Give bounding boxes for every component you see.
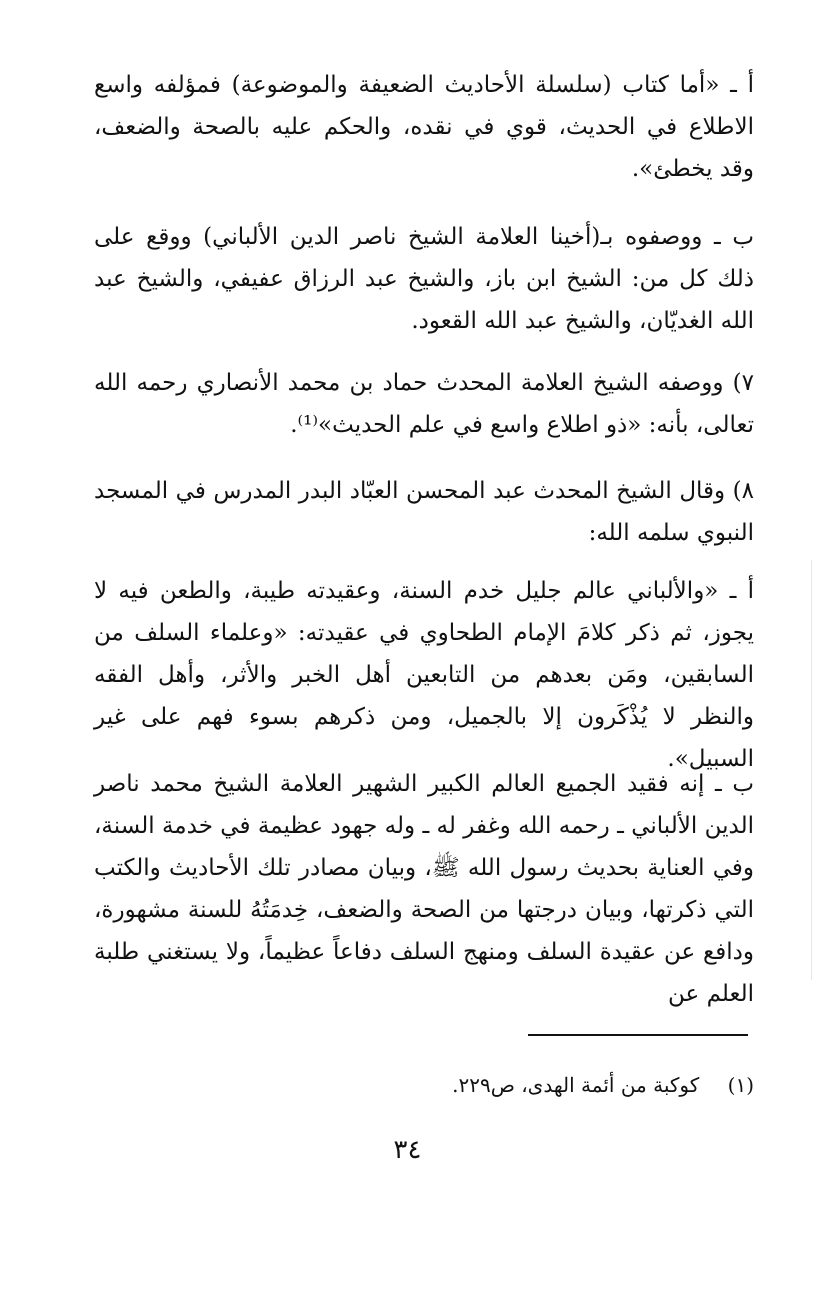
paragraph-item-7: ٧) ووصفه الشيخ العلامة المحدث حماد بن محمد الأنصاري رحمه الله تعالى، بأنه: «ذو اطلاع واسع في علم الحديث»⁽¹⁾. bbox=[94, 370, 754, 438]
paragraph-item-8-ba: ب ـ إنه فقيد الجميع العالم الكبير الشهير العلامة الشيخ محمد ناصر الدين الألباني ـ رحمه الله وغفر له ـ وله جهود عظيمة في خدمة السنة، وفي العناية بحديث رسول الله ﷺ، وبيان مصادر تلك الأحاديث والكتب التي ذكرتها، وبيان درجتها من الصحة والضعف، خِدمَتُهُ للسنة مشهورة، ودافع عن عقيدة السلف ومنهج السلف دفاعاً عظيماً، ولا يستغني طلبة العلم عن bbox=[94, 771, 754, 1007]
paragraph-item-8: ٨) وقال الشيخ المحدث عبد المحسن العبّاد البدر المدرس في المسجد النبوي سلمه الله: bbox=[94, 478, 754, 546]
page-number: ٣٤ bbox=[393, 1135, 422, 1165]
scan-edge-line bbox=[811, 560, 812, 980]
footnote bbox=[94, 1068, 754, 1102]
footnote-number: (١) bbox=[727, 1073, 754, 1097]
paragraph-quote-alif: أ ـ «أما كتاب (سلسلة الأحاديث الضعيفة والموضوعة) فمؤلفه واسع الاطلاع في الحديث، قوي في نقده، والحكم عليه بالصحة والضعف، وقد يخطئ». bbox=[94, 72, 754, 182]
paragraph-item-8-alif: أ ـ «والألباني عالم جليل خدم السنة، وعقيدته طيبة، والطعن فيه لا يجوز، ثم ذكر كلامَ الإمام الطحاوي في عقيدته: «وعلماء السلف من السابقين، ومَن بعدهم من التابعين أهل الخبر والأثر، وأهل الفقه والنظر لا يُذْكَرون إلا بالجميل، ومن ذكرهم بسوء فهم على غير السبيل». bbox=[94, 578, 754, 772]
paragraph-quote-ba: ب ـ ووصفوه بـ(أخينا العلامة الشيخ ناصر الدين الألباني) ووقع على ذلك كل من: الشيخ ابن باز، والشيخ عبد الرزاق عفيفي، والشيخ عبد الله الغديّان، والشيخ عبد الله القعود. bbox=[94, 224, 754, 334]
footnote-divider bbox=[528, 1034, 748, 1036]
footnote-text: كوكبة من أئمة الهدى، ص٢٢٩. bbox=[452, 1073, 700, 1097]
